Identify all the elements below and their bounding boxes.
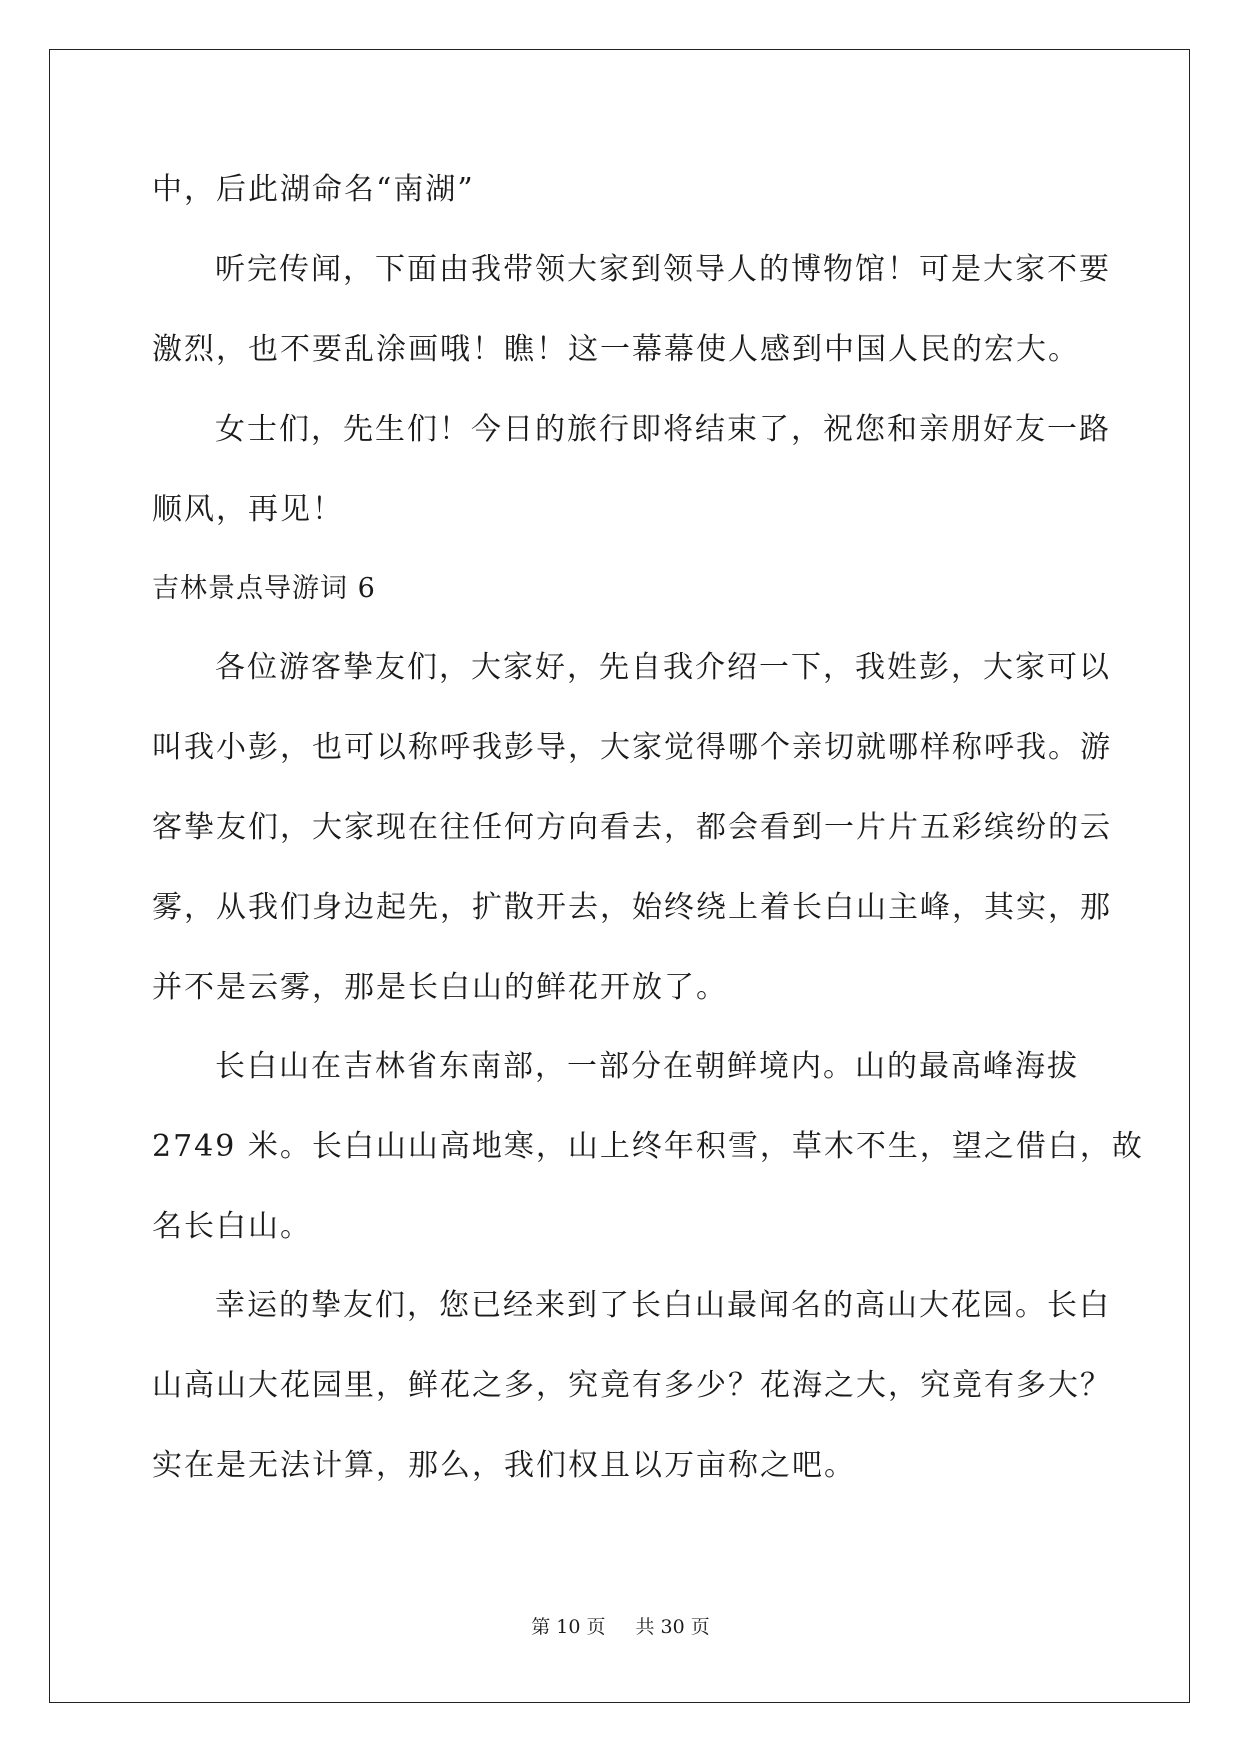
text-line: 各位游客挚友们，大家好，先自我介绍一下，我姓彭，大家可以 [215, 650, 1111, 685]
page-footer [0, 1615, 1241, 1639]
text-line: 实在是无法计算，那么，我们权且以万亩称之吧。 [152, 1448, 856, 1483]
text-line: 顺风，再见！ [152, 492, 344, 527]
total-pages: 共 30 页 [635, 1616, 710, 1638]
text-line: 客挚友们，大家现在往任何方向看去，都会看到一片片五彩缤纷的云 [152, 810, 1112, 845]
text-line: 听完传闻，下面由我带领大家到领导人的博物馆！可是大家不要 [215, 252, 1111, 287]
text-line: 女士们，先生们！今日的旅行即将结束了，祝您和亲朋好友一路 [215, 412, 1111, 447]
text-line: 长白山在吉林省东南部，一部分在朝鲜境内。山的最高峰海拔 [215, 1049, 1079, 1084]
section-heading: 吉林景点导游词 6 [152, 573, 376, 604]
text-line: 叫我小彭，也可以称呼我彭导，大家觉得哪个亲切就哪样称呼我。游 [152, 730, 1112, 765]
text-line: 雾，从我们身边起先，扩散开去，始终绕上着长白山主峰，其实，那 [152, 890, 1112, 925]
text-line: 山高山大花园里，鲜花之多，究竟有多少？花海之大，究竟有多大？ [152, 1368, 1112, 1403]
text-line: 并不是云雾，那是长白山的鲜花开放了。 [152, 970, 728, 1005]
text-line: 名长白山。 [152, 1209, 312, 1244]
text-line: 中，后此湖命名“南湖” [152, 172, 475, 207]
text-line: 激烈，也不要乱涂画哦！瞧！这一幕幕使人感到中国人民的宏大。 [152, 332, 1080, 367]
text-line: 2749 米。长白山山高地寒，山上终年积雪，草木不生，望之借白，故 [152, 1129, 1144, 1164]
text-line: 幸运的挚友们，您已经来到了长白山最闻名的高山大花园。长白 [215, 1288, 1111, 1323]
page-number: 第 10 页 [531, 1616, 606, 1638]
